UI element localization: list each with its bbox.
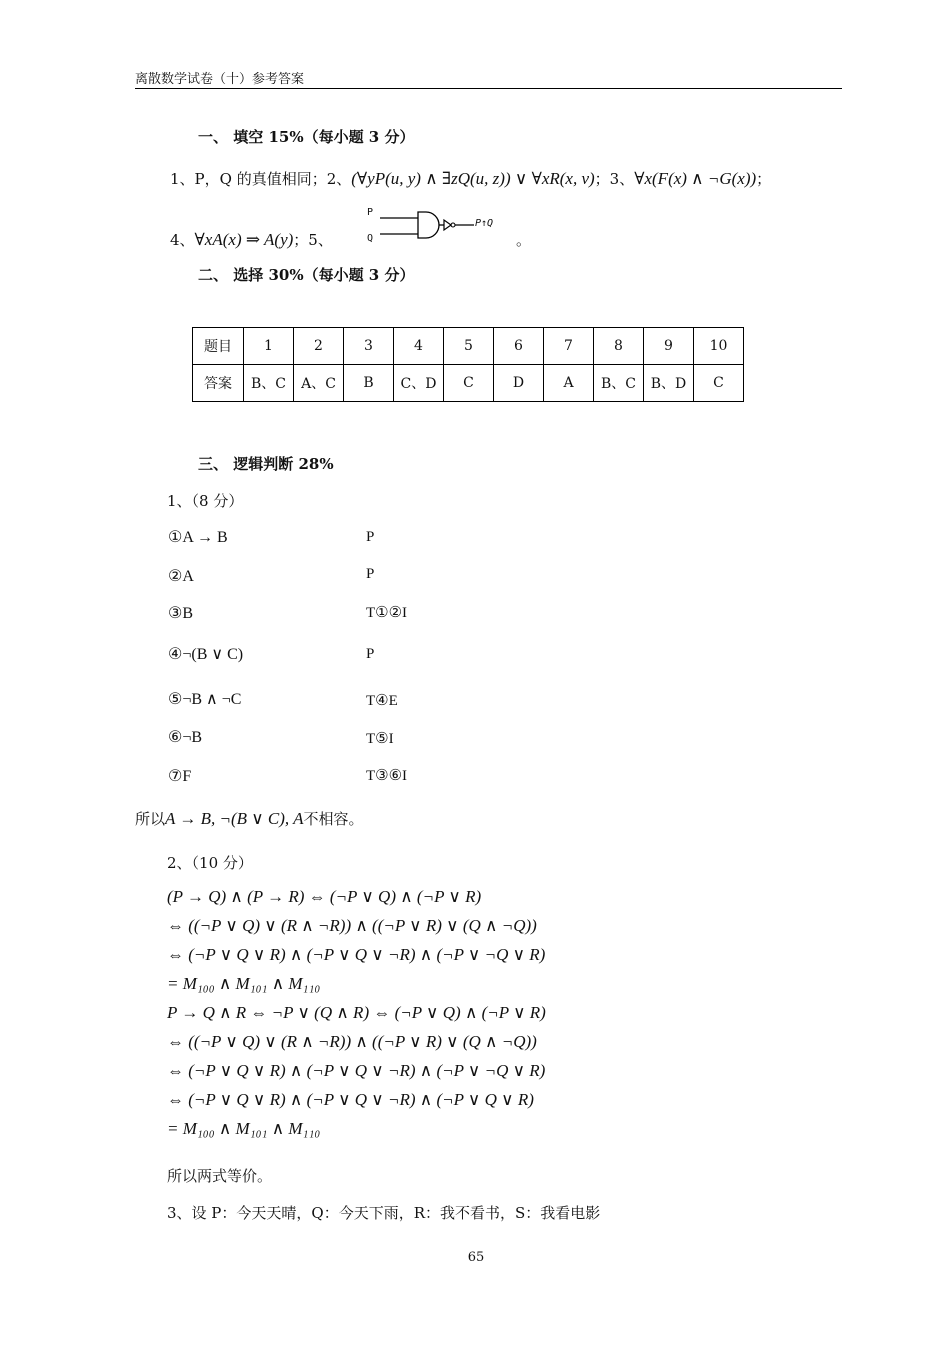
q1-label: 1、（8 分） <box>167 492 244 510</box>
q3-label: 3、设 P：今天天晴，Q：今天下雨，R：我不看书，S：我看电影 <box>167 1204 601 1222</box>
proof-step-formula: ⑦F <box>168 768 192 785</box>
answer-cell: D <box>494 365 544 402</box>
proof-step-reason: T④E <box>366 693 398 709</box>
proof-step-formula: ②A <box>168 568 194 585</box>
proof-step-reason: T③⑥I <box>366 768 408 784</box>
q2-label: 2、（10 分） <box>167 854 253 872</box>
table-row-answers <box>193 365 744 402</box>
answer-cell: A <box>544 365 594 402</box>
section-3-title: 三、 逻辑判断 28% <box>198 455 334 473</box>
q1-conclusion <box>135 808 364 829</box>
gate-input-p-label: P <box>367 207 374 218</box>
q1-conclusion-suffix: 不相容。 <box>303 810 364 828</box>
proof-step-reason: T①②I <box>366 605 408 621</box>
fill-answer-4-formula: ∀xA(x) ⇒ A(y) <box>194 230 294 249</box>
question-number: 6 <box>494 328 544 365</box>
q1-conclusion-formula: A → B, ¬(B ∨ C), A <box>165 809 304 828</box>
answer-cell: B、C <box>244 365 294 402</box>
derivation-line: ⇔ (¬P ∨ Q ∨ R) ∧ (¬P ∨ Q ∨ ¬R) ∧ (¬P ∨ ¬Q ∨ R) <box>167 1061 546 1080</box>
derivation-line: ⇔ ((¬P ∨ Q) ∨ (R ∧ ¬R)) ∧ ((¬P ∨ R) ∨ (Q ∧ ¬Q)) <box>167 916 537 935</box>
derivation-line: ⇔ ((¬P ∨ Q) ∨ (R ∧ ¬R)) ∧ ((¬P ∨ R) ∨ (Q ∧ ¬Q)) <box>167 1032 537 1051</box>
fill-answers-line-2 <box>170 229 333 250</box>
fill-line1-text-b: ；3、 <box>594 170 635 188</box>
page-header-title: 离散数学试卷（十）参考答案 <box>135 72 305 87</box>
section-2-title: 二、 选择 30%（每小题 3 分） <box>198 266 415 284</box>
question-number: 3 <box>344 328 394 365</box>
proof-step-reason: P <box>366 566 375 582</box>
proof-step-formula: ⑥¬B <box>168 729 203 746</box>
fill-line1-text-c: ； <box>756 170 772 188</box>
q1-conclusion-prefix: 所以 <box>135 810 166 828</box>
fill-line2-end: 。 <box>516 231 532 249</box>
answer-cell: B、D <box>644 365 694 402</box>
proof-step-reason: T⑤I <box>366 731 394 747</box>
nand-gate-icon <box>378 209 478 241</box>
page-number: 65 <box>467 1250 485 1265</box>
derivation-line: = M₁₀₀ ∧ M₁₀₁ ∧ M₁₁₀ <box>167 974 321 993</box>
proof-step-formula: ⑤¬B ∧ ¬C <box>168 691 242 708</box>
question-number: 5 <box>444 328 494 365</box>
answer-cell: C <box>694 365 744 402</box>
proof-step-formula: ③B <box>168 605 194 622</box>
derivation-line: ⇔ (¬P ∨ Q ∨ R) ∧ (¬P ∨ Q ∨ ¬R) ∧ (¬P ∨ Q ∨ R) <box>167 1090 534 1109</box>
derivation-line: = M₁₀₀ ∧ M₁₀₁ ∧ M₁₁₀ <box>167 1119 321 1138</box>
question-number: 8 <box>594 328 644 365</box>
answer-table <box>192 327 744 402</box>
fill-answers-line-1 <box>170 168 771 189</box>
question-number: 2 <box>294 328 344 365</box>
fill-answer-2-formula: (∀yP(u, y) ∧ ∃zQ(u, z)) ∨ ∀xR(x, v) <box>351 169 595 188</box>
question-number: 7 <box>544 328 594 365</box>
q2-conclusion: 所以两式等价。 <box>167 1167 273 1185</box>
proof-step-formula: ①A → B <box>168 529 228 546</box>
answer-cell: A、C <box>294 365 344 402</box>
fill-line1-text-a: 1、P，Q 的真值相同；2、 <box>170 170 352 188</box>
proof-step-formula: ④¬(B ∨ C) <box>168 646 244 663</box>
fill-line2-text-a: 4、 <box>170 231 195 249</box>
answer-cell: C、D <box>394 365 444 402</box>
proof-step-reason: P <box>366 529 375 545</box>
answer-cell: C <box>444 365 494 402</box>
derivation-line: P → Q ∧ R ⇔ ¬P ∨ (Q ∧ R) ⇔ (¬P ∨ Q) ∧ (¬P ∨ R) <box>167 1003 546 1022</box>
table-row-numbers <box>193 328 744 365</box>
gate-output-label: P↑Q <box>475 218 494 229</box>
section-1-title: 一、 填空 15%（每小题 3 分） <box>198 128 415 146</box>
question-number: 9 <box>644 328 694 365</box>
fill-answer-3-formula: ∀x(F(x) ∧ ¬G(x)) <box>634 169 757 188</box>
proof-step-reason: P <box>366 646 375 662</box>
question-number: 4 <box>394 328 444 365</box>
row-label-answer: 答案 <box>193 365 244 402</box>
question-number: 10 <box>694 328 744 365</box>
answer-cell: B、C <box>594 365 644 402</box>
answer-cell: B <box>344 365 394 402</box>
fill-line2-text-b: ；5、 <box>293 231 333 249</box>
row-label-question: 题目 <box>193 328 244 365</box>
gate-input-q-label: Q <box>367 233 374 244</box>
derivation-line: (P → Q) ∧ (P → R) ⇔ (¬P ∨ Q) ∧ (¬P ∨ R) <box>167 887 482 906</box>
header-rule <box>135 88 842 89</box>
question-number: 1 <box>244 328 294 365</box>
derivation-line: ⇔ (¬P ∨ Q ∨ R) ∧ (¬P ∨ Q ∨ ¬R) ∧ (¬P ∨ ¬Q ∨ R) <box>167 945 546 964</box>
